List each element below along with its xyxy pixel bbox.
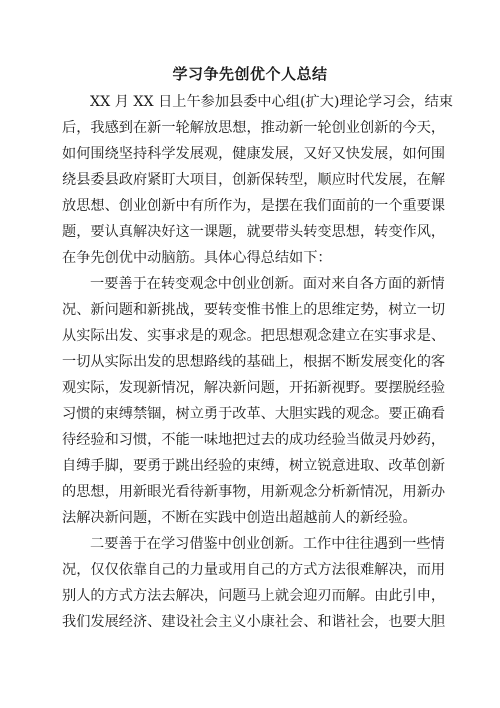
text-line: 况，仅仅依靠自己的力量或用自己的方式方法很难解决，而用 [62, 562, 446, 578]
text-line: 在争先创优中动脑筋。具体心得总结如下： [62, 250, 332, 266]
text-line: 题，要认真解决好这一课题，就要带头转变思想，转变作风， [62, 224, 446, 240]
text-line: 习惯的束缚禁锢，树立勇于改革、大胆实践的观念。要正确看 [62, 406, 446, 422]
text-line: 二要善于在学习借鉴中创业创新。工作中往往遇到一些情 [90, 536, 445, 552]
text-line: 法解决新问题，不断在实践中创造出超越前人的新经验。 [62, 510, 417, 526]
document-body [62, 89, 453, 635]
text-line: 绕县委县政府紧盯大项目，创新保转型，顺应时代发展，在解 [62, 172, 446, 188]
document-title: 学习争先创优个人总结 [172, 65, 328, 83]
text-line: 我们发展经济、建设社会主义小康社会、和谐社会，也要大胆 [62, 614, 446, 630]
text-line: 从实际出发、实事求是的观念。把思想观念建立在实事求是、 [62, 328, 446, 344]
text-line: 待经验和习惯，不能一味地把过去的成功经验当做灵丹妙药， [62, 432, 446, 448]
text-line: 别人的方式方法去解决，问题马上就会迎刃而解。由此引申， [62, 588, 446, 604]
text-line: 如何围绕坚持科学发展观，健康发展，又好又快发展，如何围 [62, 146, 446, 162]
text-line: 的思想，用新眼光看待新事物，用新观念分析新情况，用新办 [62, 484, 446, 500]
text-line: 况、新问题和新挑战，要转变惟书惟上的思维定势，树立一切 [62, 302, 446, 318]
text-line: 一切从实际出发的思想路线的基础上，根据不断发展变化的客 [62, 354, 446, 370]
text-line: 放思想、创业创新中有所作为，是摆在我们面前的一个重要课 [62, 198, 446, 214]
text-line: XX 月 XX 日上午参加县委中心组(扩大)理论学习会，结束 [90, 94, 453, 110]
text-line: 后，我感到在新一轮解放思想，推动新一轮创业创新的今天， [62, 120, 446, 136]
text-line: 自缚手脚，要勇于跳出经验的束缚，树立锐意进取、改革创新 [62, 458, 446, 474]
text-line: 一要善于在转变观念中创业创新。面对来自各方面的新情 [90, 276, 445, 292]
text-line: 观实际，发现新情况，解决新问题，开拓新视野。要摆脱经验 [62, 380, 446, 396]
